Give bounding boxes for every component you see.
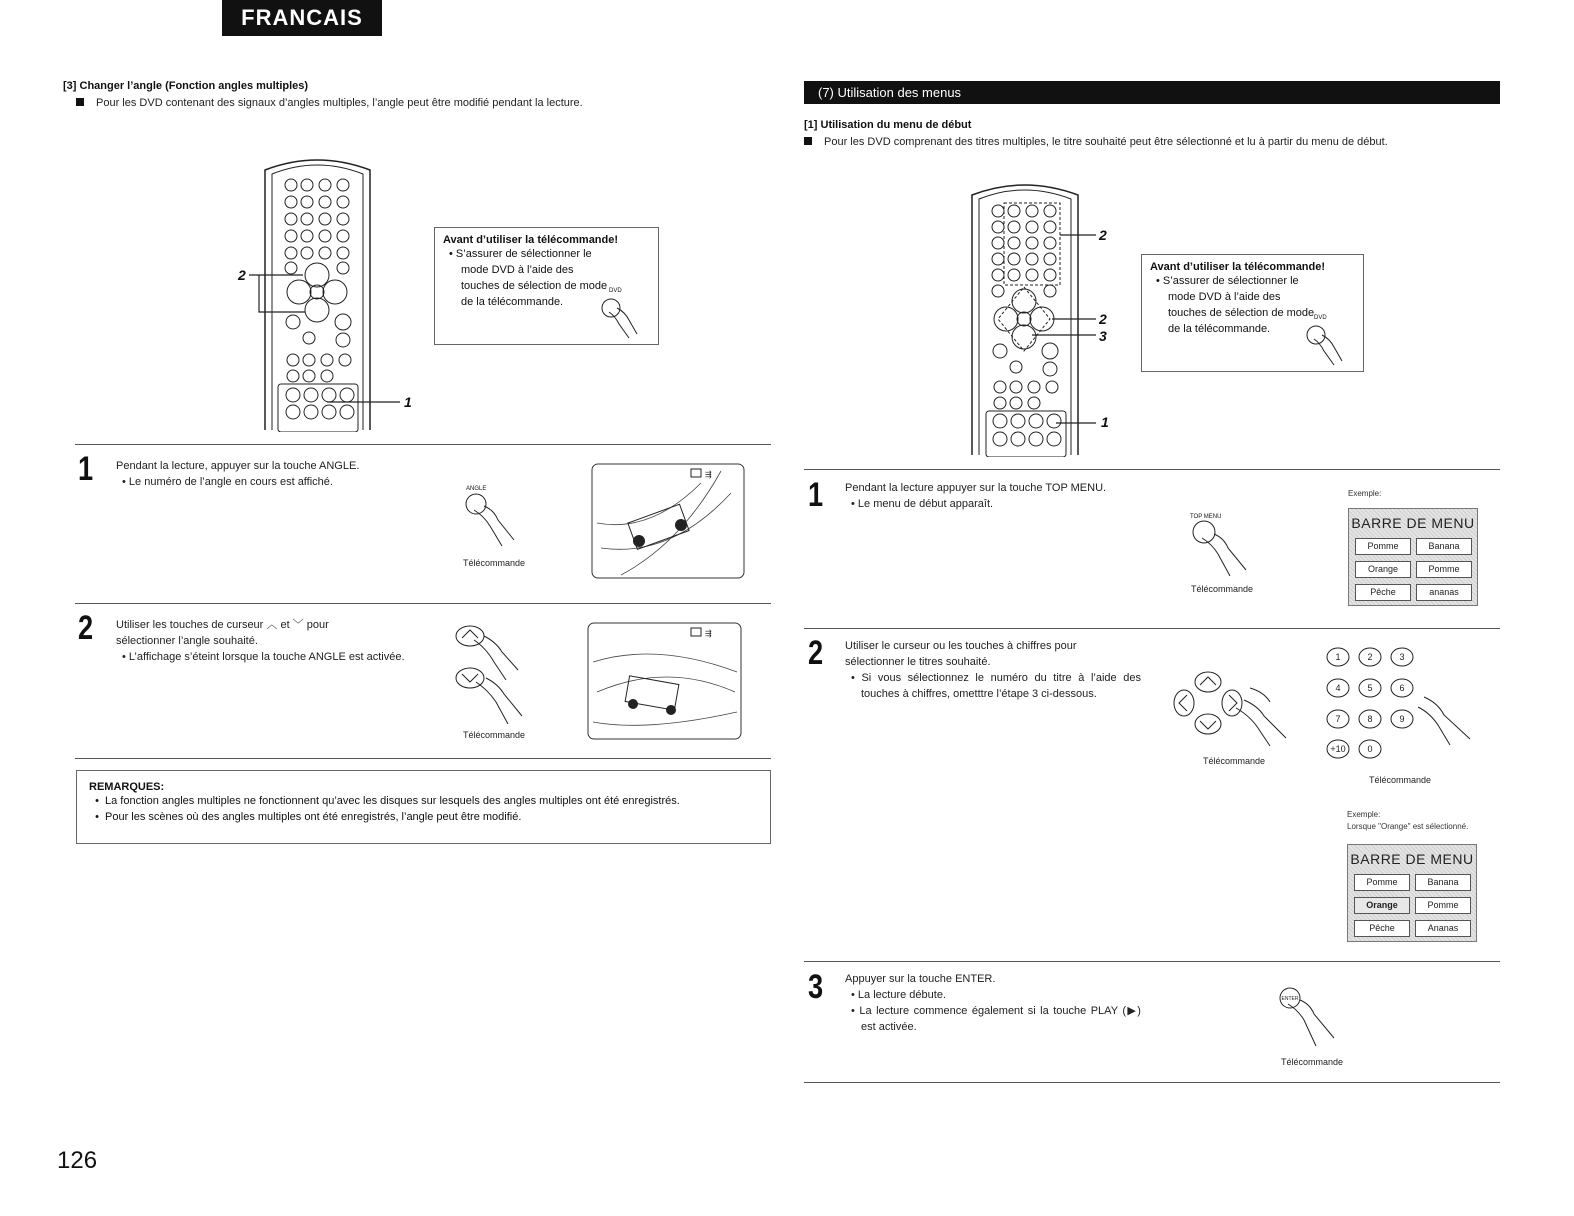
right-step-1-caption: Télécommande — [1190, 584, 1254, 594]
right-step-1-text: Pendant la lecture appuyer sur la touche TOP MENU. • Le menu de début apparaît. — [845, 482, 1107, 510]
language-tab: FRANCAIS — [222, 0, 382, 36]
left-step-2-caption: Télécommande — [462, 730, 526, 740]
right-step-2-text: Utiliser le curseur ou les touches à chiffres pour sélectionner le titres souhaité. • Si vous sélectionnez le numéro du titre à l’aide des touches à chiffres, ometttre l’étape 3 ci-dessous. — [845, 640, 1141, 700]
digit-key-8: 8 — [1367, 714, 1373, 724]
hand-press-cursor-up-down-icon — [452, 622, 532, 730]
remote-control-illustration — [960, 175, 1110, 457]
menu-cell: Banana — [1415, 874, 1471, 891]
left-step-1-caption: Télécommande — [462, 558, 526, 568]
remarks-title: REMARQUES: — [89, 781, 165, 793]
page-number: 126 — [57, 1147, 98, 1174]
left-section-title: [3] Changer l’angle (Fonction angles multiples) — [63, 80, 309, 92]
right-section-title: [1] Utilisation du menu de début — [804, 119, 972, 131]
menu-cell: Pomme — [1415, 897, 1471, 914]
menu-cell: Pomme — [1354, 874, 1410, 891]
right-step-2-number: 2 — [808, 634, 824, 672]
remark-item: • Pour les scènes où des angles multiples ont été enregistrés, l’angle peut être modifié. — [89, 809, 758, 825]
right-callout-1: 1 — [1101, 414, 1109, 430]
left-callout-2: 2 — [238, 267, 246, 283]
section-banner: (7) Utilisation des menus — [804, 81, 1500, 104]
remote-control-illustration — [235, 150, 425, 432]
menu-bar-example-1 — [1348, 508, 1478, 606]
right-callout-2b: 2 — [1099, 311, 1107, 327]
before-use-title: Avant d’utiliser la télécommande! — [443, 234, 619, 246]
remark-item: • La fonction angles multiples ne fonctionnent qu’avec les disques sur lesquels des angles multiples ont été enregistrés. — [89, 793, 758, 809]
right-step-3-number: 3 — [808, 968, 824, 1006]
right-callout-2a: 2 — [1099, 227, 1107, 243]
menu-cell: ananas — [1416, 584, 1472, 601]
divider — [804, 961, 1500, 962]
menu-bar-example-2 — [1347, 844, 1477, 942]
digit-key-3: 3 — [1399, 652, 1405, 662]
left-before-use-box — [434, 227, 659, 345]
menu-cell: Pêche — [1355, 584, 1411, 601]
menu-bar-title: BARRE DE MENU — [1351, 515, 1475, 531]
digit-key-7: 7 — [1335, 714, 1341, 724]
menu-cell-selected: Orange — [1354, 897, 1410, 914]
hand-press-dvd-icon — [1304, 321, 1348, 367]
divider — [804, 469, 1500, 470]
digit-key-1: 1 — [1335, 652, 1341, 662]
divider — [804, 628, 1500, 629]
hand-press-enter-icon — [1276, 986, 1346, 1052]
digit-key-5: 5 — [1367, 683, 1373, 693]
divider — [804, 1082, 1500, 1083]
digit-keypad — [1320, 645, 1480, 765]
left-callout-1: 1 — [404, 394, 412, 410]
right-callout-3: 3 — [1099, 328, 1107, 344]
before-use-title: Avant d’utiliser la télécommande! — [1150, 261, 1326, 273]
menu-cell: Pomme — [1355, 538, 1411, 555]
left-intro: Pour les DVD contenant des signaux d’angles multiples, l’angle peut être modifié pendant la lecture. — [76, 95, 583, 111]
digit-key-2: 2 — [1367, 652, 1373, 662]
angle-key-label: ANGLE — [466, 486, 487, 492]
left-step-1-number: 1 — [78, 450, 94, 488]
example-label: Exemple: — [1347, 810, 1381, 819]
right-intro: Pour les DVD comprenant des titres multiples, le titre souhaité peut être sélectionné et lu à partir du menu de début. — [804, 134, 1388, 150]
menu-cell: Ananas — [1415, 920, 1471, 937]
menu-bar-title: BARRE DE MENU — [1350, 851, 1474, 867]
remarks-box — [76, 770, 771, 844]
right-step-2-caption-digits: Télécommande — [1368, 775, 1432, 785]
left-step-2-number: 2 — [78, 609, 94, 647]
digit-key-0: 0 — [1367, 744, 1373, 754]
dvd-key-label: DVD — [1314, 315, 1327, 321]
right-step-2-caption-cursor: Télécommande — [1202, 756, 1266, 766]
svg-text:⇶: ⇶ — [705, 470, 712, 479]
hand-press-cursor-keys-icon — [1170, 668, 1300, 750]
hand-press-top-menu-icon — [1188, 518, 1258, 582]
example-label: Exemple: — [1348, 489, 1382, 498]
left-step-1-text: Pendant la lecture, appuyer sur la touche ANGLE. • Le numéro de l’angle en cours est affiché. — [116, 460, 360, 488]
menu-cell: Orange — [1355, 561, 1411, 578]
race-car-screen-2 — [587, 622, 743, 740]
divider — [75, 603, 771, 604]
enter-key-label: ENTER — [1281, 996, 1299, 1002]
example-note: Lorsque "Orange" est sélectionné. — [1347, 822, 1469, 831]
digit-key-6: 6 — [1399, 683, 1405, 693]
digit-key-plus10: +10 — [1330, 744, 1346, 754]
digit-key-4: 4 — [1335, 683, 1341, 693]
svg-text:⇶: ⇶ — [705, 629, 712, 638]
right-step-3-caption: Télécommande — [1280, 1057, 1344, 1067]
dvd-key-label: DVD — [609, 288, 622, 294]
right-before-use-box — [1141, 254, 1364, 372]
divider — [75, 444, 771, 445]
before-use-text: • S’assurer de sélectionner le mode DVD à l’aide des touches de sélection de mode de la télécommande. — [449, 248, 608, 308]
right-step-1-number: 1 — [808, 476, 824, 514]
before-use-text: • S’assurer de sélectionner le mode DVD à l’aide des touches de sélection de mode de la télécommande. — [1156, 275, 1315, 335]
menu-cell: Pêche — [1354, 920, 1410, 937]
hand-press-dvd-icon — [599, 294, 643, 340]
menu-cell: Banana — [1416, 538, 1472, 555]
menu-cell: Pomme — [1416, 561, 1472, 578]
race-car-screen-1 — [591, 463, 746, 580]
top-menu-key-label: TOP MENU — [1190, 514, 1222, 520]
hand-press-angle-icon — [458, 490, 528, 550]
digit-key-9: 9 — [1399, 714, 1405, 724]
left-step-2-text: Utiliser les touches de curseur ︿ et ﹀ pour sélectionner l’angle souhaité. • L’affichage s’éteint lorsque la touche ANGLE est activée. — [116, 619, 405, 663]
right-step-3-text: Appuyer sur la touche ENTER. • La lecture débute. • La lecture commence également si la touche PLAY (▶) est activée. — [845, 973, 1141, 1033]
divider — [75, 758, 771, 759]
